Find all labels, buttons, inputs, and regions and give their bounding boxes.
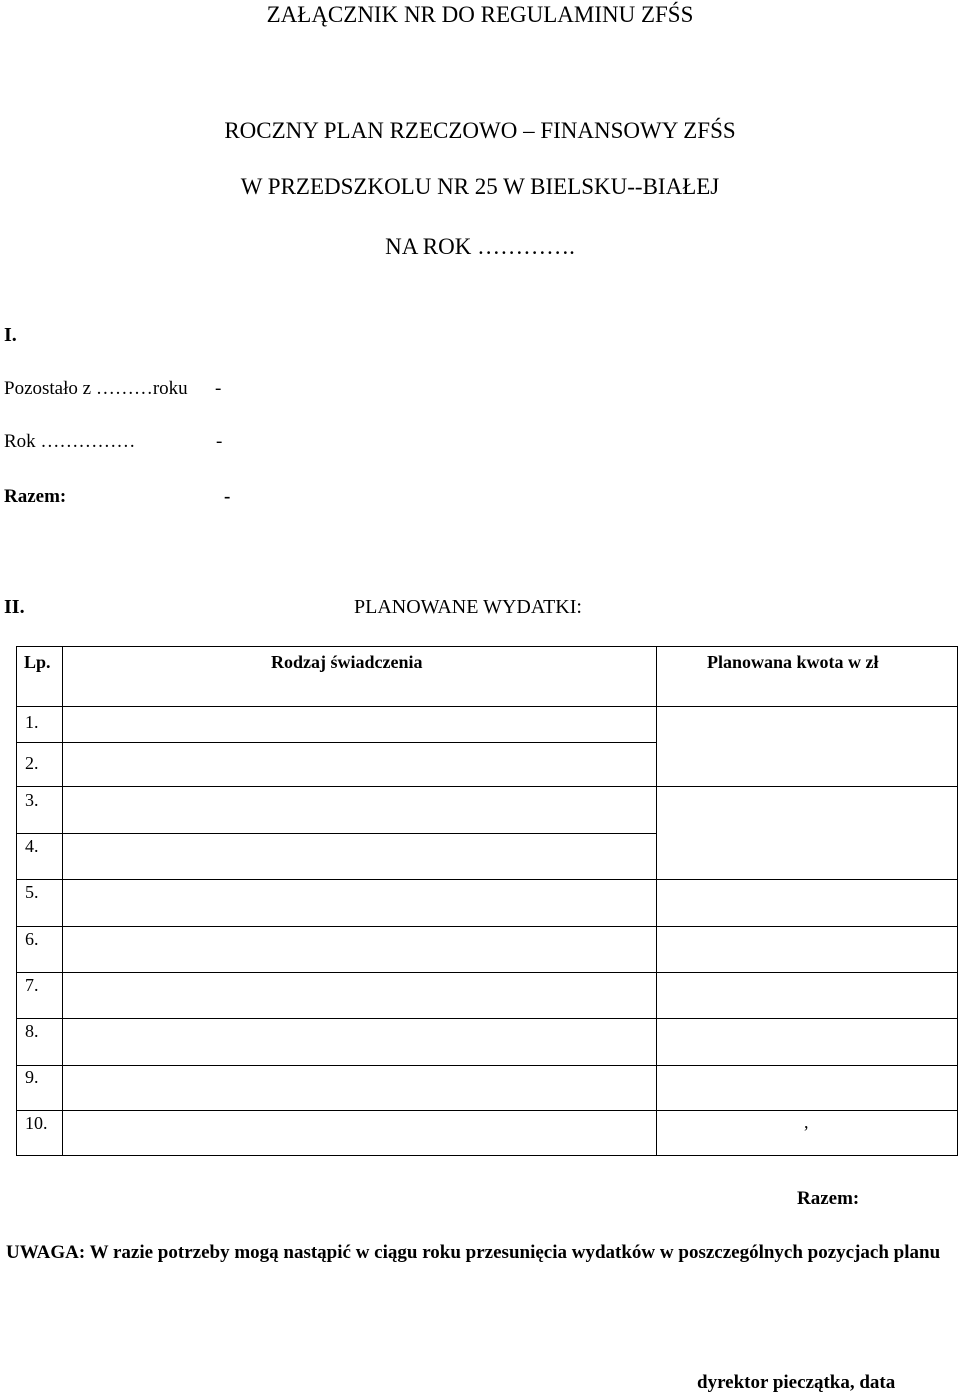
row-separator — [16, 1110, 657, 1111]
row-separator — [656, 1110, 958, 1111]
row-number: 5. — [25, 882, 39, 902]
document-title: ZAŁĄCZNIK NR DO REGULAMINU ZFŚS — [266, 2, 694, 27]
row-separator — [656, 972, 958, 973]
row-separator — [656, 926, 958, 927]
header-benefit-type: Rodzaj świadczenia — [271, 652, 423, 672]
column-divider-lp — [62, 646, 63, 1156]
row-separator — [16, 879, 657, 880]
last-row-amount: , — [804, 1112, 809, 1132]
section-1-total-label: Razem: — [4, 486, 67, 507]
row-number: 1. — [25, 712, 39, 732]
section-2-title: PLANOWANE WYDATKI: — [354, 596, 582, 618]
row-number: 2. — [25, 753, 39, 773]
school-title: W PRZEDSZKOLU NR 25 W BIELSKU--BIAŁEJ — [240, 174, 720, 199]
row-separator — [656, 879, 958, 880]
note-text: UWAGA: W razie potrzeby mogą nastąpić w ciągu roku przesunięcia wydatków w poszczególnych pozycjach planu — [6, 1242, 941, 1263]
row-number: 3. — [25, 790, 39, 810]
row-separator — [16, 1018, 657, 1019]
signature-line: dyrektor pieczątka, data — [697, 1372, 896, 1393]
section-1-label: I. — [4, 324, 17, 346]
row-separator — [16, 833, 657, 834]
year-income-value: - — [216, 431, 223, 452]
table-border-bottom — [16, 1155, 958, 1156]
row-separator — [16, 742, 657, 743]
left-over-label: Pozostało z ………roku — [4, 378, 188, 399]
row-number: 8. — [25, 1021, 39, 1041]
year-title: NA ROK …………. — [385, 234, 575, 259]
row-separator — [16, 1065, 657, 1066]
expense-table — [16, 646, 958, 1156]
row-separator — [16, 926, 657, 927]
section-2-label: II. — [4, 596, 25, 618]
header-separator — [16, 706, 958, 707]
column-divider-amount — [656, 646, 657, 1156]
year-income-label: Rok …………… — [4, 431, 136, 452]
row-separator — [16, 972, 657, 973]
row-number: 4. — [25, 836, 39, 856]
row-separator — [16, 786, 657, 787]
row-number: 7. — [25, 975, 39, 995]
left-over-value: - — [215, 378, 222, 399]
table-border-left — [16, 646, 17, 1156]
header-planned-amount: Planowana kwota w zł — [707, 652, 879, 672]
row-separator — [656, 1018, 958, 1019]
table-border-top — [16, 646, 958, 647]
plan-title: ROCZNY PLAN RZECZOWO – FINANSOWY ZFŚS — [224, 118, 736, 143]
table-total-label: Razem: — [797, 1188, 860, 1209]
row-number: 10. — [25, 1113, 48, 1133]
row-number: 6. — [25, 929, 39, 949]
header-lp: Lp. — [24, 652, 51, 672]
row-separator — [656, 1065, 958, 1066]
row-number: 9. — [25, 1067, 39, 1087]
section-1-total-value: - — [224, 486, 231, 507]
row-separator — [656, 786, 958, 787]
table-border-right — [957, 646, 958, 1156]
